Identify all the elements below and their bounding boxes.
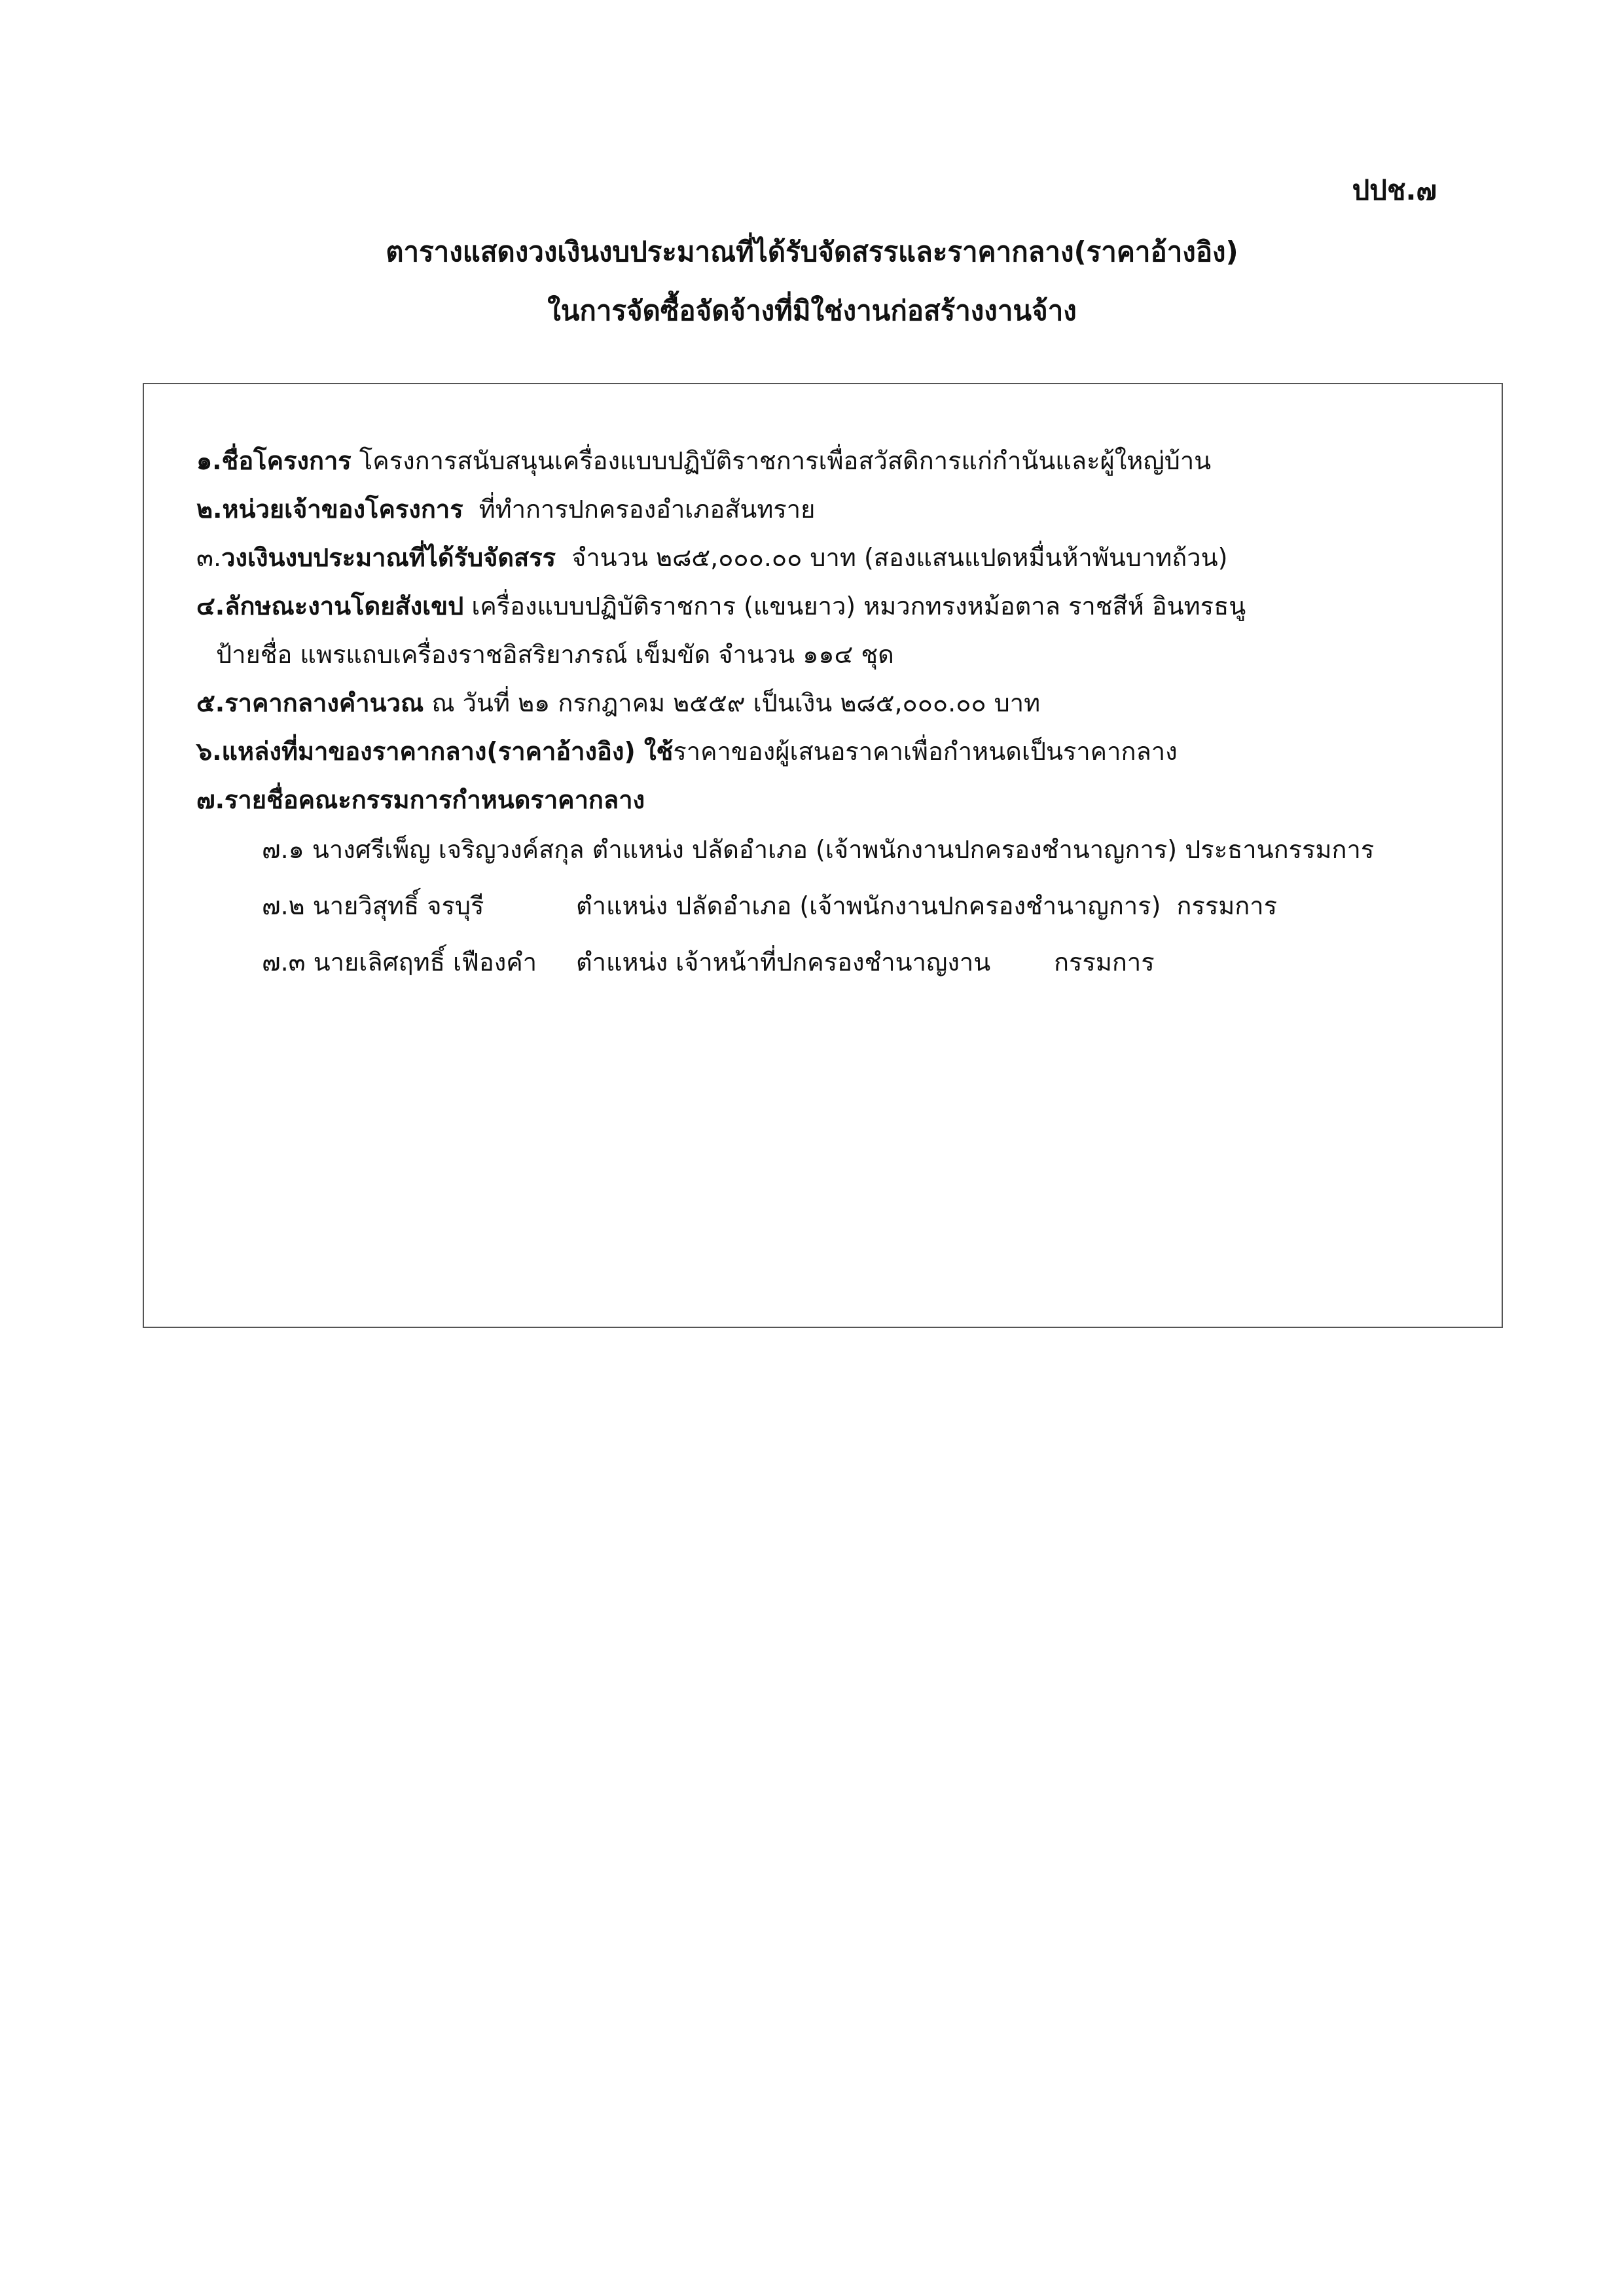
committee-member-3 (262, 948, 1155, 978)
member-name: ๗.๒ นายวิสุทธิ์ จรบุรี (262, 891, 484, 920)
item-value: ราคาของผู้เสนอราคาเพื่อกำหนดเป็นราคากลาง (673, 737, 1178, 766)
committee-member-2 (262, 891, 1277, 922)
item-label: ๒.หน่วยเจ้าของโครงการ (196, 495, 463, 524)
member-role: กรรมการ (1176, 891, 1278, 920)
document-title-line-2: ในการจัดซื้อจัดจ้างที่มิใช่งานก่อสร้างงานจ้าง (547, 295, 1077, 327)
item-project-name (196, 446, 1211, 476)
item-label: ๗.รายชื่อคณะกรรมการกำหนดราคากลาง (196, 785, 645, 814)
item-label: ๔.ลักษณะงานโดยสังเขป (196, 592, 464, 620)
member-position: ตำแหน่ง ปลัดอำเภอ (เจ้าพนักงานปกครองชำนาญการ) (576, 891, 1161, 920)
item-reference-price (196, 689, 1040, 719)
item-label: วงเงินงบประมาณที่ได้รับจัดสรร (221, 543, 556, 572)
member-name: ๗.๓ นายเลิศฤทธิ์ เฟืองคำ (262, 948, 537, 977)
item-value: จำนวน ๒๘๕,๐๐๐.๐๐ บาท (สองแสนแปดหมื่นห้าพันบาทถ้วน) (571, 543, 1228, 572)
item-value: เครื่องแบบปฏิบัติราชการ (แขนยาว) หมวกทรงหม้อตาล ราชสีห์ อินทรธนู (471, 592, 1246, 620)
item-committee-heading (196, 785, 645, 816)
item-budget (196, 543, 1227, 573)
item-label: ๑.ชื่อโครงการ (196, 446, 352, 475)
committee-member-1: ๗.๑ นางศรีเพ็ญ เจริญวงค์สกุล ตำแหน่ง ปลัดอำเภอ (เจ้าพนักงานปกครองชำนาญการ) ประธานกรรมการ (262, 835, 1375, 864)
document-title-line-1: ตารางแสดงวงเงินงบประมาณที่ได้รับจัดสรรและราคากลาง(ราคาอ้างอิง) (386, 236, 1238, 268)
item-prefix: ๓. (196, 543, 222, 572)
item-work-description-continuation: ป้ายชื่อ แพรแถบเครื่องราชอิสริยาภรณ์ เข็มขัด จำนวน ๑๑๔ ชุด (216, 640, 894, 669)
item-value: โครงการสนับสนุนเครื่องแบบปฏิบัติราชการเพื่อสวัสดิการแก่กำนันและผู้ใหญ่บ้าน (359, 446, 1212, 475)
item-price-source (196, 737, 1178, 767)
item-label: ๕.ราคากลางคำนวณ (196, 689, 424, 717)
member-role: กรรมการ (1054, 948, 1155, 977)
item-owner-unit (196, 495, 815, 525)
form-code: ปปช.๗ (1352, 174, 1437, 206)
item-label: ๖.แหล่งที่มาของราคากลาง(ราคาอ้างอิง) ใช้ (196, 737, 674, 766)
item-value: ที่ทำการปกครองอำเภอสันทราย (478, 495, 816, 524)
item-value: ณ วันที่ ๒๑ กรกฎาคม ๒๕๕๙ เป็นเงิน ๒๘๕,๐๐๐.๐๐ บาท (431, 689, 1041, 717)
member-position: ตำแหน่ง เจ้าหน้าที่ปกครองชำนาญงาน (576, 948, 991, 977)
item-work-description (196, 592, 1246, 622)
